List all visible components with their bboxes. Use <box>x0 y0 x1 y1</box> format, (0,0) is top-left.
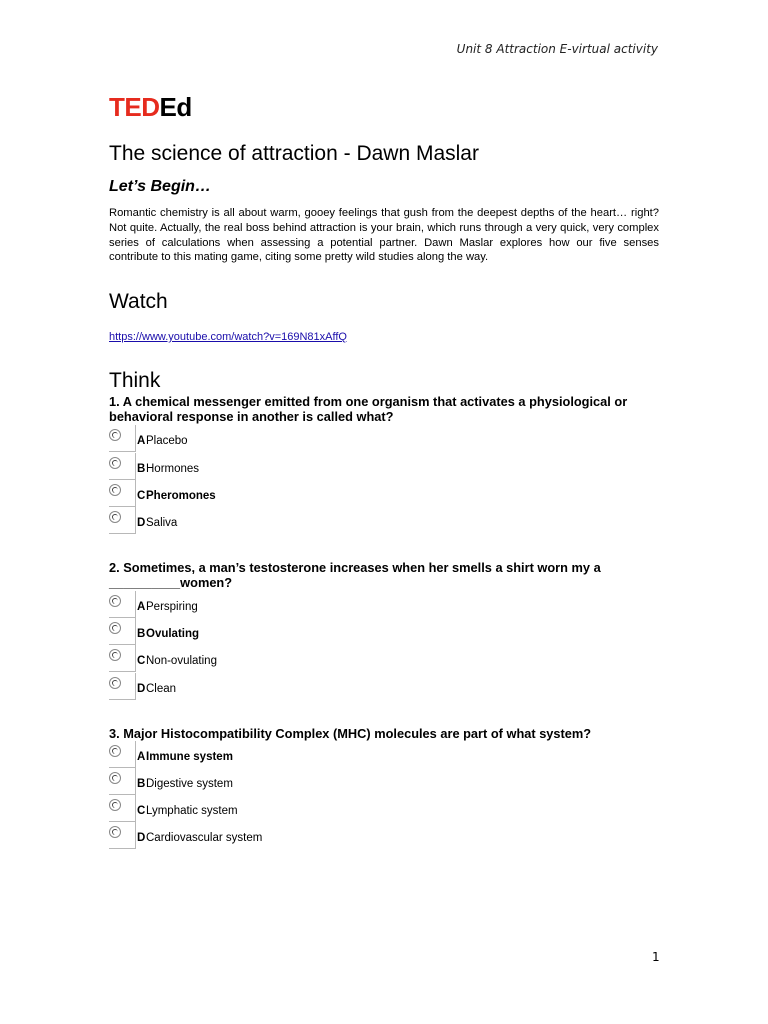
intro-paragraph: Romantic chemistry is all about warm, gooey feelings that gush from the deepest depths of the heart… right? Not quite. Actually, the real boss behind attraction is your brain, which runs through a very quick, very complex series of calculations when assessing a potential partner. Dawn Maslar explores how our five senses contribute to this mating game, citing some pretty wild studies along the way. <box>109 207 659 264</box>
radio-button[interactable] <box>109 429 121 441</box>
option-label: Digestive system <box>146 778 233 790</box>
logo-ted: TED <box>109 92 160 122</box>
radio-button[interactable] <box>109 484 121 496</box>
question-2-text: 2. Sometimes, a man’s testosterone increases when her smells a shirt worn my a __________women? <box>109 560 601 590</box>
option-letter: B <box>137 628 146 640</box>
option-label: Hormones <box>146 463 200 475</box>
video-link[interactable]: https://www.youtube.com/watch?v=169N81xAffQ <box>109 331 347 343</box>
radio-button[interactable] <box>109 826 121 838</box>
section-subtitle: Let’s Begin… <box>109 178 211 195</box>
option-letter: D <box>137 683 146 695</box>
question-3-text: 3. Major Histocompatibility Complex (MHC) molecules are part of what system? <box>109 726 592 741</box>
option-letter: B <box>137 778 146 790</box>
page-title: The science of attraction - Dawn Maslar <box>109 142 479 165</box>
option-label: Ovulating <box>146 628 200 640</box>
radio-button[interactable] <box>109 649 121 661</box>
logo-ed: Ed <box>159 92 192 122</box>
option-letter: A <box>137 601 146 613</box>
radio-button[interactable] <box>109 799 121 811</box>
option-letter: B <box>137 463 146 475</box>
option-label: Saliva <box>146 517 178 529</box>
option-label: Clean <box>146 683 177 695</box>
teded-logo <box>109 92 192 123</box>
radio-button[interactable] <box>109 677 121 689</box>
option-label: Cardiovascular system <box>146 832 263 844</box>
option-label: Placebo <box>146 435 188 447</box>
radio-button[interactable] <box>109 772 121 784</box>
radio-button[interactable] <box>109 511 121 523</box>
option-label: Perspiring <box>146 601 198 613</box>
option-label: Pheromones <box>146 490 216 502</box>
option-letter: C <box>137 655 146 667</box>
option-letter: A <box>137 751 146 763</box>
option-label: Lymphatic system <box>146 805 238 817</box>
question-1-text: 1. A chemical messenger emitted from one organism that activates a physiological or behavioral response in another is called what? <box>109 394 628 424</box>
radio-button[interactable] <box>109 457 121 469</box>
option-letter: D <box>137 517 146 529</box>
watch-heading: Watch <box>109 290 168 313</box>
page-number: 1 <box>652 950 660 964</box>
option-letter: A <box>137 435 146 447</box>
radio-button[interactable] <box>109 595 121 607</box>
option-letter: C <box>137 805 146 817</box>
radio-button[interactable] <box>109 745 121 757</box>
option-label: Immune system <box>146 751 233 763</box>
option-letter: C <box>137 490 146 502</box>
option-label: Non-ovulating <box>146 655 217 667</box>
radio-button[interactable] <box>109 622 121 634</box>
header-note: Unit 8 Attraction E-virtual activity <box>456 42 658 56</box>
think-heading: Think <box>109 369 161 392</box>
option-letter: D <box>137 832 146 844</box>
